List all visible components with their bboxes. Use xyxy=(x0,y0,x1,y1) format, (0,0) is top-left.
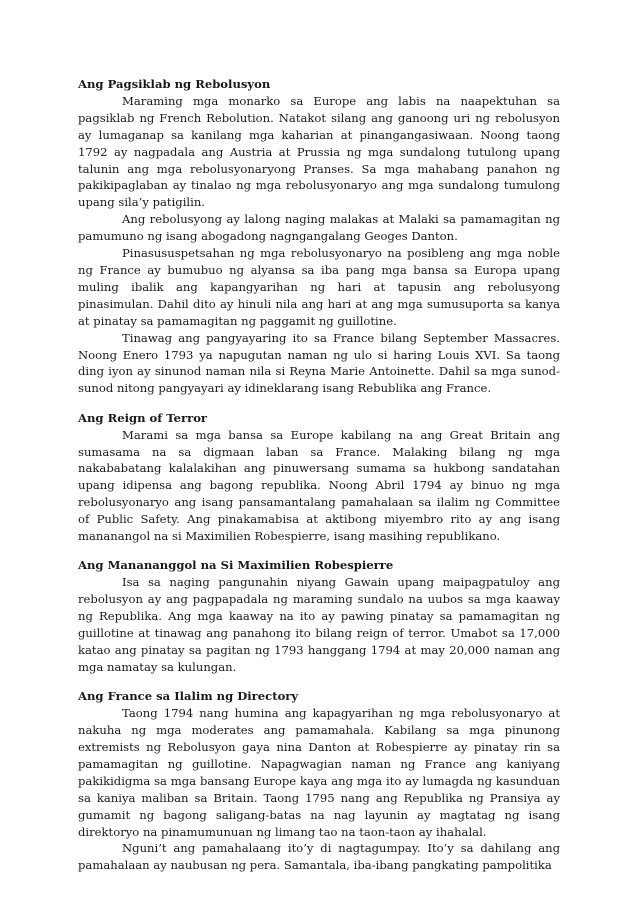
section-pagsiklab xyxy=(78,76,560,397)
section-heading: Ang Reign of Terror xyxy=(78,410,208,425)
section-reign-of-terror xyxy=(78,410,560,545)
paragraph: Taong 1794 nang humina ang kapagyarihan ng mga rebolusyonaryo at nakuha ng mga moderates ang pamamahala. Kabilang sa mga pinunong extremists ng Rebolusyon gaya nina Danton at Robespierre ay pinatay rin sa pamamagitan ng guillotine. Napagwagian naman ng France ang kaniyang pakikidigma sa mga bansang Europe kaya ang mga ito ay lumagda ng kasunduan sa kaniya maliban sa Britain. Taong 1795 nang ang Republika ng Pransiya ay gumamit ng bagong saligang-batas na nag layunin ay magtatag ng isang direktoryo na pinamumunuan ng limang tao na taon-taon ay ihahalal. xyxy=(78,706,560,839)
paragraph: Pinasususpetsahan ng mga rebolusyonaryo na posibleng ang mga noble ng France ay bumubuo ng alyansa sa iba pang mga bansa sa Europa upang muling ibalik ang kapangyarihan ng hari at tapusin ang rebolusyong pinasimulan. Dahil dito ay hinuli nila ang hari at ang mga sumusuporta sa kanya at pinatay sa pamamagitan ng paggamit ng guillotine. xyxy=(78,246,560,328)
section-heading: Ang Manananggol na Si Maximilien Robespierre xyxy=(78,558,394,573)
section-heading: Ang France sa Ilalim ng Directory xyxy=(78,689,299,704)
section-robespierre xyxy=(78,557,560,675)
paragraph: Ang rebolusyong ay lalong naging malakas at Malaki sa pamamagitan ng pamumuno ng isang abogadong nagngangalang Geoges Danton. xyxy=(78,212,560,244)
paragraph: Tinawag ang pangyayaring ito sa France bilang September Massacres. Noong Enero 1793 ya napugutan naman ng ulo si haring Louis XVI. Sa taong ding iyon ay sinunod naman nila si Reyna Marie Antoinette. Dahil sa mga sunod-sunod nitong pangyayari ay idineklarang isang Rebublika ang France. xyxy=(78,330,560,396)
paragraph: Isa sa naging pangunahin niyang Gawain upang maipagpatuloy ang rebolusyon ay ang pagpapadala ng maraming sundalo na uubos sa mga kaaway ng Republika. Ang mga kaaway na ito ay pawing pinatay sa pamamagitan ng guillotine at tinawag ang panahong ito bilang reign of terror. Umabot sa 17,000 katao ang pinatay sa pagitan ng 1793 hanggang 1794 at may 20,000 naman ang mga namatay sa kulungan. xyxy=(78,575,560,674)
paragraph: Marami sa mga bansa sa Europe kabilang na ang Great Britain ang sumasama na sa digmaan laban sa France. Malaking bilang ng mga nakababatang kalalakihan ang pinuwersang sumama sa hukbong sandatahan upang idipensa ang bagong republika. Noong Abril 1794 ay binuo ng mga rebolusyonaryo ang isang pansamantalang pamahalaan sa ilalim ng Committee of Public Safety. Ang pinakamabisa at aktibong miyembro rito ay ang isang mananangol na si Maximilien Robespierre, isang masihing republikano. xyxy=(78,427,560,544)
section-directory xyxy=(78,688,560,874)
paragraph: Nguni’t ang pamahalaang ito’y di nagtagumpay. Ito’y sa dahilang ang pamahalaan ay naubusan ng pera. Samantala, iba-ibang pangkating pampolitika xyxy=(78,841,560,873)
paragraph: Maraming mga monarko sa Europe ang labis na naapektuhan sa pagsiklab ng French Rebolution. Natakot silang ang ganoong uri ng rebolusyon ay lumaganap sa kanilang mga kaharian at pinangangasiwaan. Noong taong 1792 ay nagpadala ang Austria at Prussia ng mga sundalong tutulong upang talunin ang mga rebolusyonaryong Pranses. Sa mga mahabang panahon ng pakikipaglaban ay tinalao ng mga rebolusyonaryo ang mga sundalong tumulong upang sila’y patigilin. xyxy=(78,93,560,210)
section-heading: Ang Pagsiklab ng Rebolusyon xyxy=(78,77,271,91)
